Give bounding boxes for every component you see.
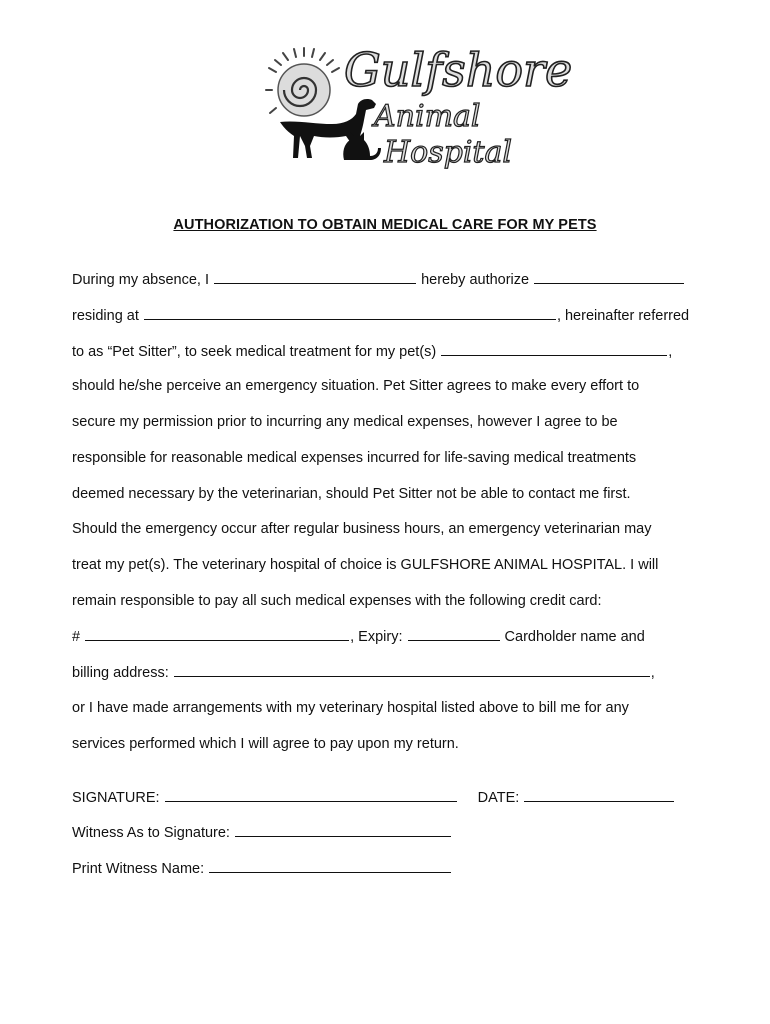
billing-address-comma: , bbox=[650, 665, 655, 681]
form-title: AUTHORIZATION TO OBTAIN MEDICAL CARE FOR MY PETS bbox=[173, 217, 597, 233]
paragraph-line: or I have made arrangements with my veterinary hospital listed above to bill me for any bbox=[72, 700, 629, 716]
card-number-blank[interactable] bbox=[85, 626, 349, 641]
sitter-name-blank[interactable] bbox=[534, 269, 684, 284]
hereinafter-label: , hereinafter referred bbox=[556, 308, 690, 324]
paragraph-line: services performed which I will agree to pay upon my return. bbox=[72, 736, 459, 752]
cardholder-label: Cardholder name and bbox=[504, 629, 645, 645]
signature-label: SIGNATURE: bbox=[72, 790, 160, 806]
line-witness bbox=[72, 822, 452, 843]
pet-sitter-label: to as “Pet Sitter”, to seek medical treatment for my pet(s) bbox=[72, 344, 437, 360]
authorize-label: hereby authorize bbox=[421, 272, 530, 288]
print-witness-blank[interactable] bbox=[209, 858, 451, 873]
line-credit-card bbox=[72, 626, 645, 647]
paragraph-line: treat my pet(s). The veterinary hospital of choice is GULFSHORE ANIMAL HOSPITAL. I will bbox=[72, 557, 659, 573]
residing-label: residing at bbox=[72, 308, 139, 324]
expiry-blank[interactable] bbox=[408, 626, 500, 641]
signature-blank[interactable] bbox=[165, 787, 457, 802]
date-label: DATE: bbox=[477, 790, 520, 806]
witness-label: Witness As to Signature: bbox=[72, 825, 230, 841]
logo-name-hospital: Hospital bbox=[384, 135, 512, 170]
logo-name-gulfshore: Gulfshore bbox=[344, 43, 573, 97]
sun-swirl-icon bbox=[266, 48, 339, 116]
expiry-label: , Expiry: bbox=[350, 629, 403, 645]
sitter-address-blank[interactable] bbox=[144, 305, 556, 320]
paragraph-line: responsible for reasonable medical expenses incurred for life-saving medical treatments bbox=[72, 450, 637, 466]
line-absence bbox=[72, 269, 685, 290]
paragraph-line: Should the emergency occur after regular business hours, an emergency veterinarian may bbox=[72, 521, 652, 537]
card-number-label: # bbox=[72, 629, 81, 645]
date-blank[interactable] bbox=[524, 787, 674, 802]
paragraph-line: deemed necessary by the veterinarian, should Pet Sitter not be able to contact me first. bbox=[72, 486, 631, 502]
billing-address-label: billing address: bbox=[72, 665, 169, 681]
billing-address-blank[interactable] bbox=[174, 662, 650, 677]
pet-names-blank[interactable] bbox=[441, 341, 667, 356]
print-witness-label: Print Witness Name: bbox=[72, 861, 205, 877]
line-residing bbox=[72, 305, 689, 326]
line-billing-address bbox=[72, 662, 655, 683]
line-signature bbox=[72, 787, 675, 808]
line-pet-sitter bbox=[72, 341, 672, 362]
paragraph-line: should he/she perceive an emergency situation. Pet Sitter agrees to make every effort to bbox=[72, 378, 640, 394]
logo-name-animal: Animal bbox=[374, 99, 481, 134]
paragraph-line: remain responsible to pay all such medical expenses with the following credit card: bbox=[72, 593, 602, 609]
gulfshore-logo bbox=[266, 28, 573, 174]
paragraph-line: secure my permission prior to incurring any medical expenses, however I agree to be bbox=[72, 414, 618, 430]
owner-name-blank[interactable] bbox=[214, 269, 416, 284]
witness-signature-blank[interactable] bbox=[235, 822, 451, 837]
pet-names-comma: , bbox=[668, 344, 673, 360]
line-print-witness bbox=[72, 858, 452, 879]
absence-label: During my absence, I bbox=[72, 272, 210, 288]
